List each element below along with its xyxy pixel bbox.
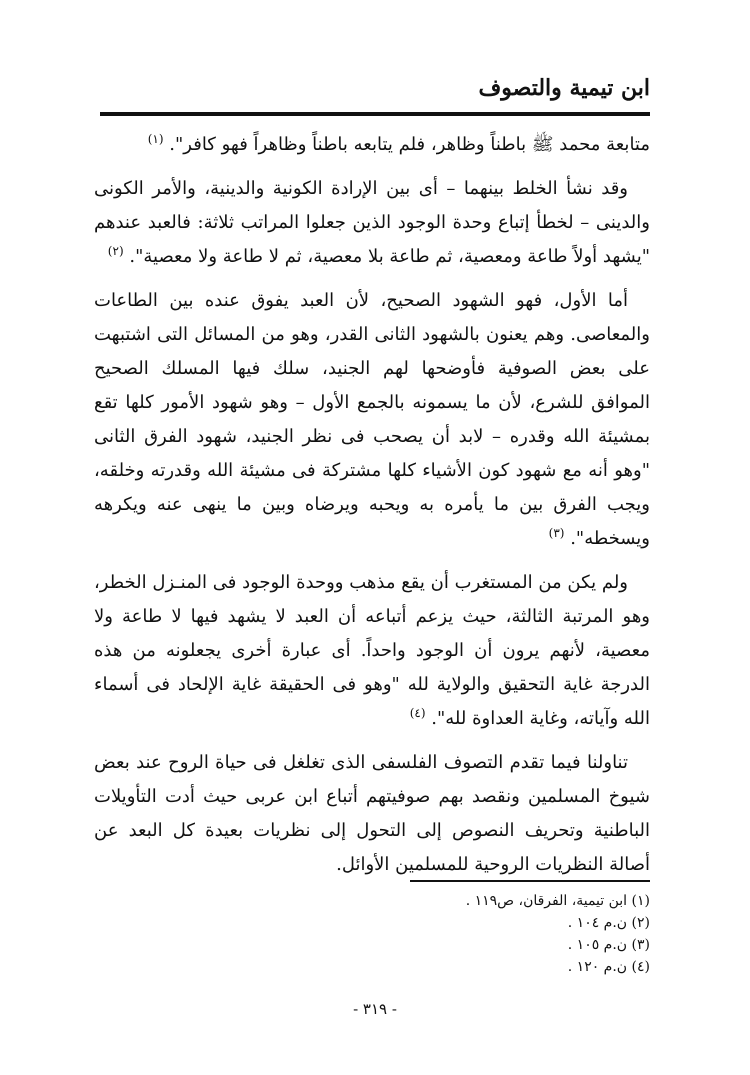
footnote-4: (٤) ن.م ١٢٠ . [567, 959, 650, 975]
body-text [94, 128, 650, 892]
footnote-rule [410, 880, 650, 882]
page-number: - ٣١٩ - [353, 1000, 397, 1018]
paragraph-text: وقد نشأ الخلط بينهما – أى بين الإرادة الكونية والدينية، والأمر الكونى والدينى – لخطأ إتباع وحدة الوجود الذين جعلوا المراتب ثلاثة: فالعبد عندهم "يشهد أولاً طاعة ومعصية، ثم طاعة بلا معصية، ثم لا طاعة ولا معصية". [94, 178, 650, 267]
footnote-3: (٣) ن.م ١٠٥ . [567, 937, 650, 953]
running-header-title: ابن تيمية والتصوف [478, 75, 650, 101]
footnote-reference: (٣) [548, 526, 565, 540]
paragraph-text: ولم يكن من المستغرب أن يقع مذهب ووحدة الوجود فى المنـزل الخطر، وهو المرتبة الثالثة، حيث يزعم أتباعه أن العبد لا يشهد فيها لا طاعة ولا معصية، لأنهم يرون أن الوجود واحداً. أى عبارة أخرى يجعلونه من هذه الدرجة غاية التحقيق والولاية لله "وهو فى الحقيقة غاية الإلحاد فى أسماء الله وآياته، وغاية العداوة لله". [94, 572, 650, 729]
footnote-reference: (٢) [107, 244, 124, 258]
paragraph-3 [94, 284, 650, 556]
paragraph-2 [94, 172, 650, 274]
footnote-reference: (٤) [409, 706, 426, 720]
paragraph-4 [94, 566, 650, 736]
header-rule [100, 112, 650, 116]
paragraph-text: أما الأول، فهو الشهود الصحيح، لأن العبد يفوق عنده بين الطاعات والمعاصى. وهم يعنون بالشهود الثانى القدر، وهو من المسائل التى اشتبهت على بعض الصوفية فأوضحها لهم الجنيد، سلك فيها المسلك الصحيح الموافق للشرع، لأن ما يسمونه بالجمع الأول – وهو شهود الأمور كلها تقع بمشيئة الله وقدره – لابد أن يصحب فى نظر الجنيد، شهود الفرق الثانى "وهو أنه مع شهود كون الأشياء كلها مشتركة فى مشيئة الله وقدرته وخلقه، ويجب الفرق بين ما يأمره به ويحبه ويرضاه وبين ما ينهى عنه ويكرهه ويسخطه". [94, 290, 650, 549]
paragraph-5 [94, 746, 650, 882]
paragraph-text: تناولنا فيما تقدم التصوف الفلسفى الذى تغلغل فى حياة الروح عند بعض شيوخ المسلمين ونقصد بهم صوفيتهم أتباع ابن عربى حيث أدت التأويلات الباطنية وتحريف النصوص إلى التحول إلى نظريات بعيدة كل البعد عن أصالة النظريات الروحية للمسلمين الأوائل. [94, 752, 650, 875]
paragraph-text: متابعة محمد ﷺ باطناً وظاهر، فلم يتابعه باطناً وظاهراً فهو كافر". [169, 134, 650, 155]
footnotes [250, 890, 650, 978]
paragraph-1 [94, 128, 650, 162]
footnote-1: (١) ابن تيمية، الفرقان، ص١١٩ . [465, 893, 650, 909]
footnote-2: (٢) ن.م ١٠٤ . [567, 915, 650, 931]
footnote-reference: (١) [147, 132, 164, 146]
